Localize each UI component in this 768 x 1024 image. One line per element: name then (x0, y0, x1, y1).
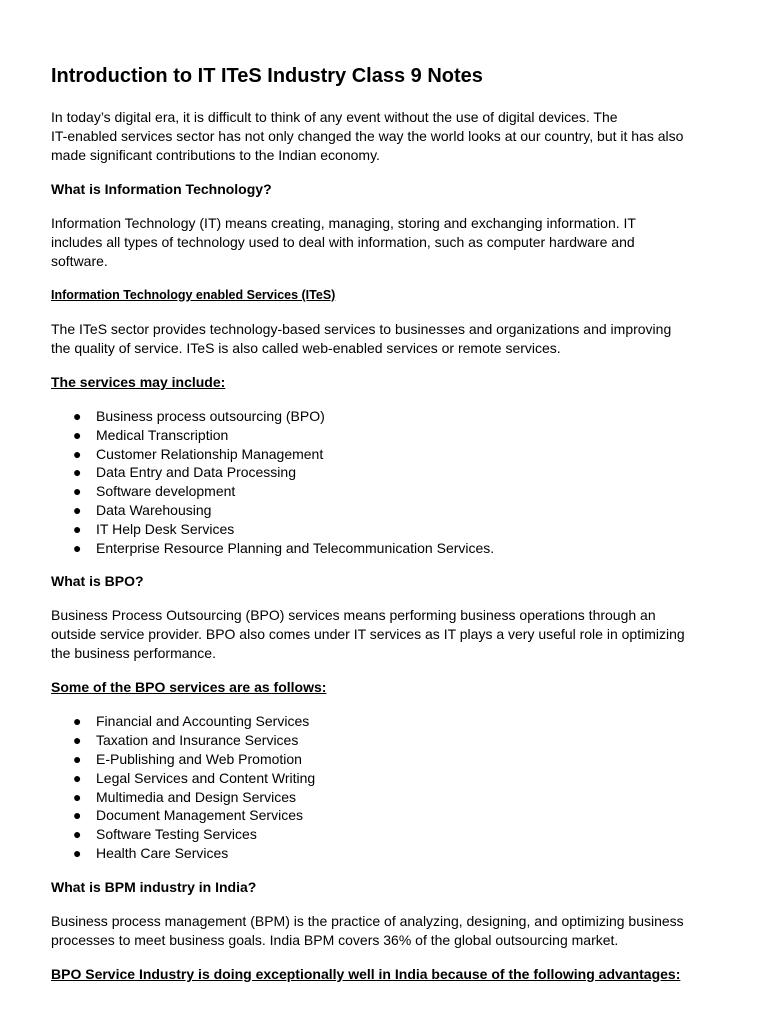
page-title: Introduction to IT ITeS Industry Class 9 Notes (51, 65, 483, 87)
intro-paragraph (51, 108, 728, 165)
services-list (51, 407, 728, 557)
list-item (51, 750, 728, 769)
bullet-icon: ● (73, 826, 82, 843)
list-item-text: Software Testing Services (96, 826, 257, 843)
list-item-text: Financial and Accounting Services (96, 713, 310, 730)
it-heading: What is Information Technology? (51, 181, 272, 197)
list-item-text: Legal Services and Content Writing (96, 769, 316, 786)
list-item (51, 501, 728, 520)
bullet-icon: ● (73, 539, 82, 556)
list-item-text: Enterprise Resource Planning and Telecommunication Services. (96, 539, 495, 556)
list-item (51, 731, 728, 750)
ites-paragraph (51, 320, 728, 358)
list-item-text: IT Help Desk Services (96, 520, 235, 537)
intro-line: made significant contributions to the Indian economy. (51, 147, 380, 163)
bpm-paragraph (51, 912, 728, 950)
bpo-services-heading: Some of the BPO services are as follows: (51, 679, 327, 696)
it-paragraph (51, 214, 728, 271)
bullet-icon: ● (73, 464, 82, 481)
intro-line: IT-enabled services sector has not only changed the way the world looks at our country, but it has also (51, 128, 684, 144)
it-line: Information Technology (IT) means creating, managing, storing and exchanging information. IT (51, 215, 636, 231)
list-item (51, 844, 728, 863)
bpo-heading: What is BPO? (51, 573, 144, 590)
list-item-text: Medical Transcription (96, 426, 229, 443)
list-item-text: Multimedia and Design Services (96, 788, 296, 805)
bullet-icon: ● (73, 426, 82, 443)
ites-heading: Information Technology enabled Services (ITeS) (51, 288, 336, 302)
list-item-text: Data Warehousing (96, 501, 212, 518)
bullet-icon: ● (73, 408, 82, 424)
list-item (51, 712, 728, 731)
list-item-text: Software development (96, 483, 236, 500)
list-item (51, 825, 728, 844)
bullet-icon: ● (73, 445, 82, 462)
list-item (51, 482, 728, 501)
bullet-icon: ● (73, 788, 82, 805)
list-item (51, 426, 728, 445)
list-item (51, 407, 728, 426)
list-item (51, 520, 728, 539)
list-item-text: Document Management Services (96, 807, 303, 824)
ites-line: The ITeS sector provides technology-based services to businesses and organizations and improving (51, 321, 672, 337)
intro-line: In today’s digital era, it is difficult to think of any event without the use of digital devices. The (51, 109, 618, 125)
bpo-line: the business performance. (51, 645, 216, 662)
it-line: includes all types of technology used to deal with information, such as computer hardware and (51, 234, 635, 250)
bullet-icon: ● (73, 769, 82, 786)
list-item-text: Customer Relationship Management (96, 445, 324, 462)
bpo-line: Business Process Outsourcing (BPO) services means performing business operations through an (51, 607, 656, 624)
list-item-text: Data Entry and Data Processing (96, 464, 296, 481)
list-item-text: Business process outsourcing (BPO) (96, 408, 325, 424)
list-item (51, 539, 728, 558)
bullet-icon: ● (73, 520, 82, 537)
list-item-text: Taxation and Insurance Services (96, 732, 299, 749)
bpo-line: outside service provider. BPO also comes under IT services as IT plays a very useful role in optimizing (51, 626, 685, 643)
services-heading: The services may include: (51, 374, 226, 390)
bullet-icon: ● (73, 713, 82, 730)
advantages-heading: BPO Service Industry is doing exceptionally well in India because of the following advantages: (51, 965, 681, 982)
bpo-paragraph (51, 606, 728, 663)
bpm-heading: What is BPM industry in India? (51, 878, 257, 895)
it-line: software. (51, 253, 108, 269)
bullet-icon: ● (73, 732, 82, 749)
bullet-icon: ● (73, 750, 82, 767)
list-item (51, 445, 728, 464)
bullet-icon: ● (73, 501, 82, 518)
list-item-text: E-Publishing and Web Promotion (96, 750, 302, 767)
bullet-icon: ● (73, 844, 82, 861)
bullet-icon: ● (73, 807, 82, 824)
bpm-line: Business process management (BPM) is the practice of analyzing, designing, and optimizing business (51, 912, 684, 929)
ites-line: the quality of service. ITeS is also called web-enabled services or remote services. (51, 340, 561, 356)
list-item (51, 463, 728, 482)
bpm-line: processes to meet business goals. India BPM covers 36% of the global outsourcing market. (51, 931, 619, 948)
list-item (51, 806, 728, 825)
bullet-icon: ● (73, 483, 82, 500)
list-item (51, 769, 728, 788)
list-item-text: Health Care Services (96, 844, 229, 861)
list-item (51, 788, 728, 807)
bpo-services-list (51, 712, 728, 862)
